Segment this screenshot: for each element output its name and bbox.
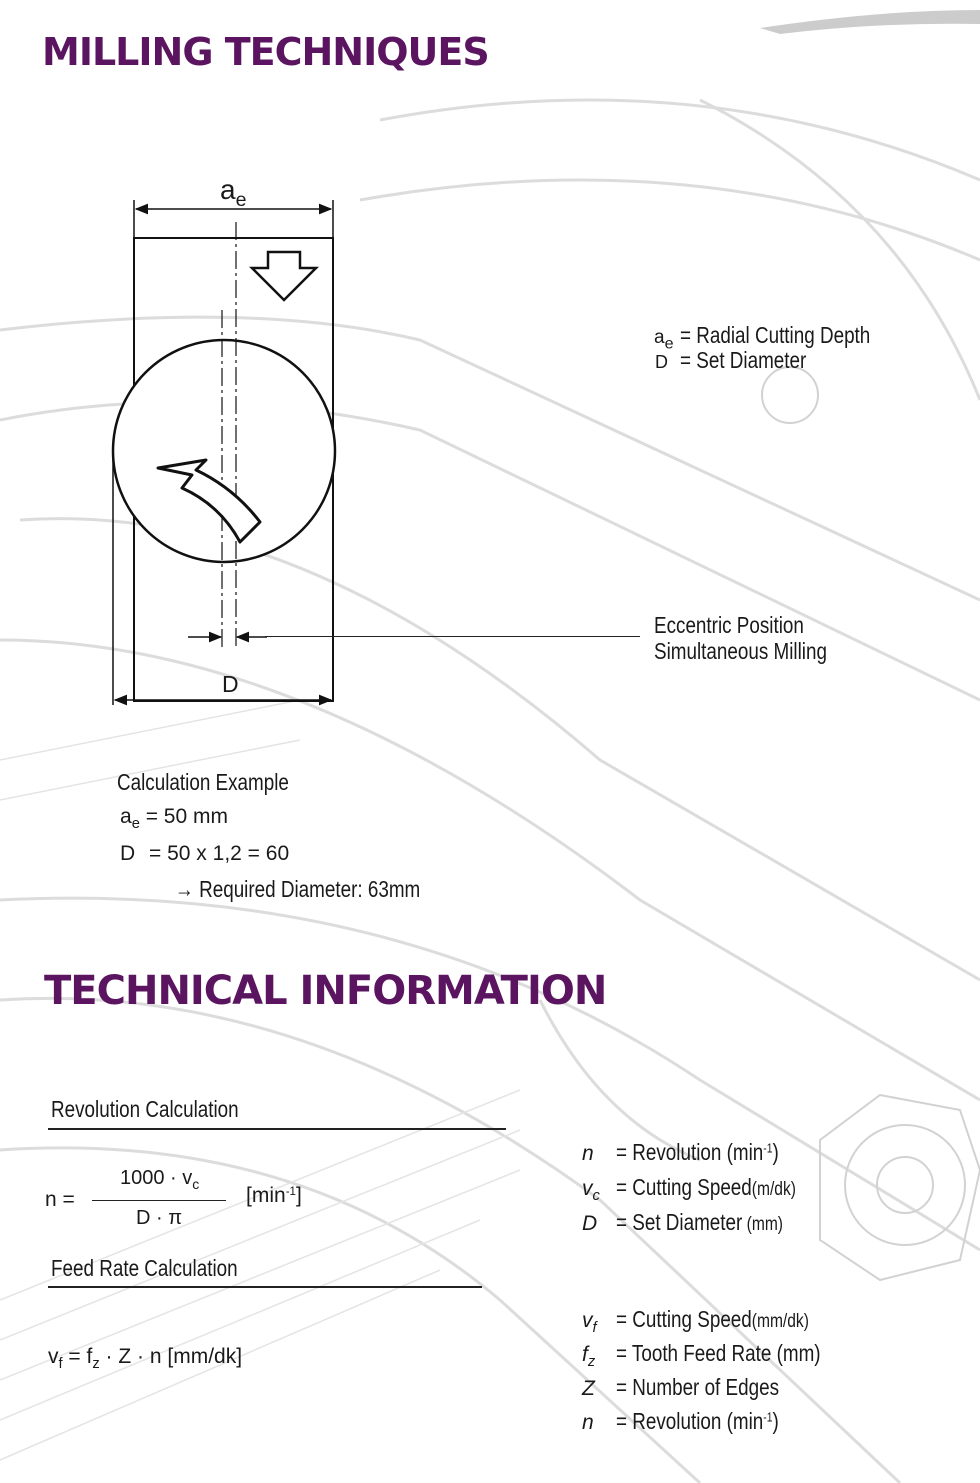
definition-symbol: $v_c$: [582, 1177, 600, 1205]
definition-text: = Set Diameter (mm): [616, 1209, 783, 1235]
definition-row: [582, 1209, 820, 1236]
definition-row: [582, 1174, 835, 1204]
revolution-lhs: n =: [45, 1188, 75, 1211]
feed-rate-calculation-title: Feed Rate Calculation: [51, 1255, 238, 1281]
definition-symbol: $f_z$: [582, 1343, 596, 1371]
definition-row: [582, 1374, 815, 1401]
calc-d-line: D = 50 x 1,2 = 60: [120, 842, 290, 865]
definition-text: = Number of Edges: [616, 1374, 780, 1400]
revolution-underline: [48, 1128, 506, 1130]
fraction-bar: [92, 1200, 226, 1201]
definition-text: = Revolution $(\min^{-1})$: [616, 1408, 779, 1434]
d-diagram-label: D: [222, 671, 239, 697]
definition-symbol: $v_f$: [582, 1309, 597, 1337]
definition-row: [582, 1139, 815, 1166]
revolution-numerator: $1000 \cdot v_c$: [120, 1167, 200, 1192]
feed-formula: $v_f = f_z \cdot Z \cdot n$ [mm/dk]: [48, 1345, 243, 1373]
revolution-calculation-title: Revolution Calculation: [51, 1096, 239, 1122]
eccentric-label: Eccentric Position Simultaneous Milling: [654, 612, 827, 664]
definition-symbol: n: [582, 1411, 594, 1434]
cutter-circle: [113, 340, 335, 562]
milling-techniques-heading: MILLING TECHNIQUES: [42, 30, 489, 74]
ae-legend: $a_e$ = Radial Cutting Depth: [654, 322, 871, 353]
revolution-denominator: D · π: [136, 1207, 183, 1229]
definition-row: [582, 1306, 851, 1336]
definition-symbol: Z: [582, 1377, 595, 1400]
definition-row: [582, 1408, 815, 1435]
definition-text: = Tooth Feed Rate (mm): [616, 1340, 821, 1366]
milling-diagram: [100, 170, 360, 730]
definition-symbol: n: [582, 1142, 594, 1165]
required-diameter-result: → Required Diameter: 63mm: [175, 876, 421, 902]
ae-diagram-label: $a_e$: [220, 174, 247, 211]
definition-text: = Revolution $(\min^{-1})$: [616, 1139, 779, 1165]
feed-direction-arrow: [252, 252, 316, 300]
d-legend: D = Set Diameter: [655, 347, 807, 373]
definition-symbol: D: [582, 1212, 598, 1235]
calculation-example-title: Calculation Example: [117, 769, 289, 795]
technical-information-heading: TECHNICAL INFORMATION: [44, 968, 607, 1014]
definition-row: [582, 1340, 866, 1370]
definition-text: = Cutting Speed(m/dk): [616, 1174, 796, 1200]
revolution-unit: $[\min^{-1}]$: [246, 1184, 302, 1207]
feed-underline: [48, 1286, 482, 1288]
eccentric-leader-line: [265, 636, 640, 637]
definition-text: = Cutting Speed(mm/dk): [616, 1306, 809, 1332]
calc-ae-line: $a_e = 50$ mm: [120, 805, 228, 833]
